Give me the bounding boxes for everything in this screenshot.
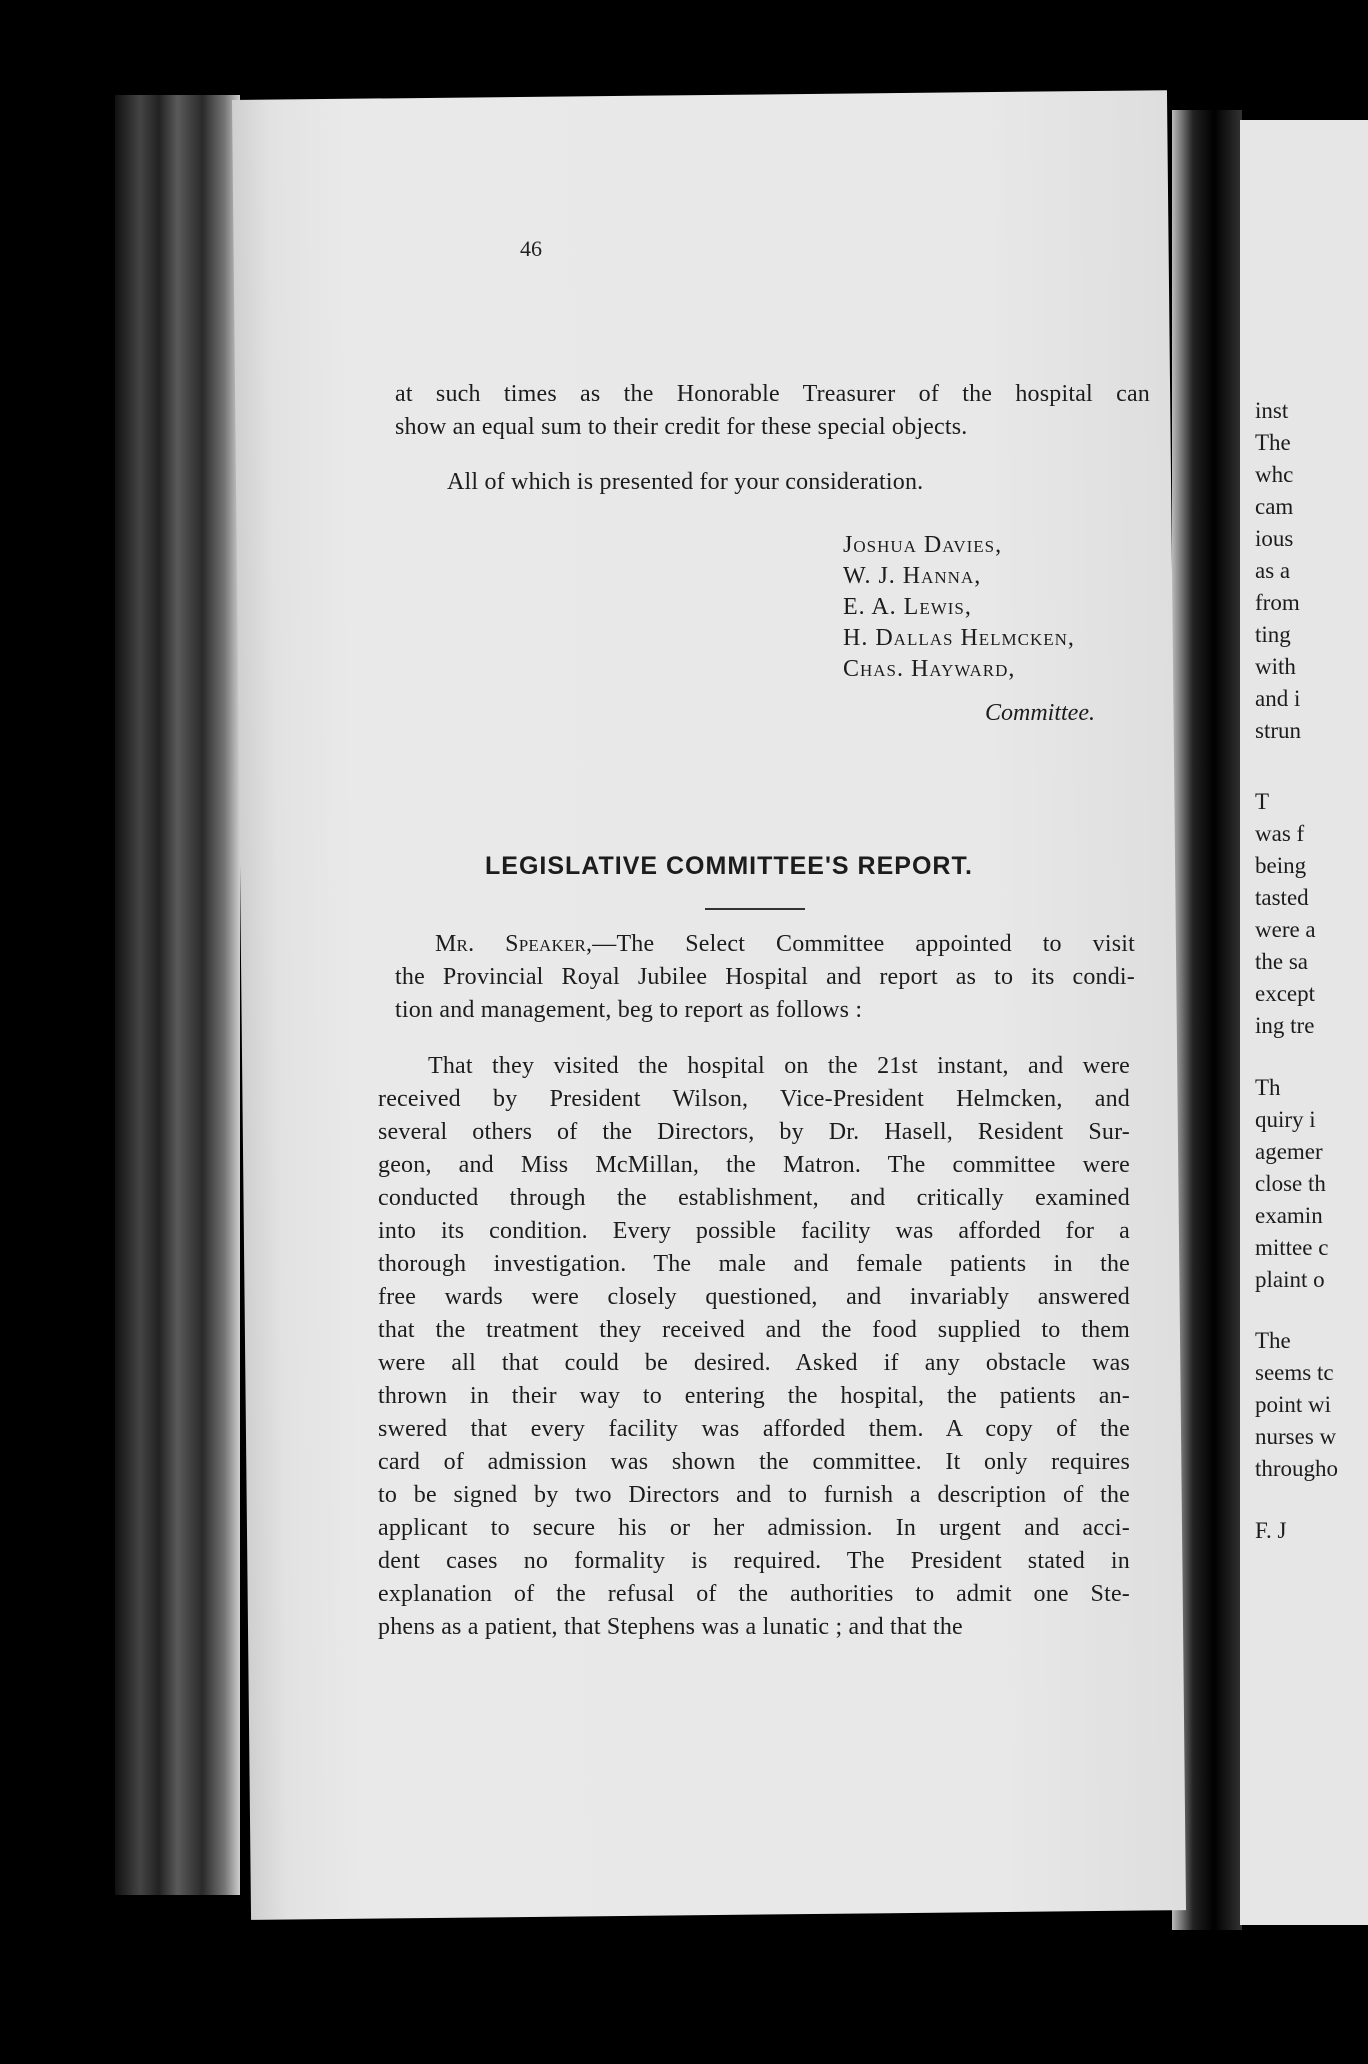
right-page-fragment: strun	[1255, 718, 1301, 743]
right-page-fragment: examin	[1255, 1203, 1323, 1228]
committee-label: Committee.	[985, 700, 1095, 726]
body-line: thrown in their way to entering the hospital, the patients an-	[378, 1383, 1130, 1409]
body-line: conducted through the establishment, and critically examined	[378, 1185, 1130, 1211]
right-page-fragment: whc	[1255, 462, 1294, 487]
right-page-fragment: agemer	[1255, 1139, 1323, 1164]
body-line: geon, and Miss McMillan, the Matron. The committee were	[378, 1152, 1130, 1178]
right-page-fragment: seems tc	[1255, 1360, 1334, 1385]
body-line: swered that every facility was afforded them. A copy of the	[378, 1416, 1130, 1442]
body-line: into its condition. Every possible facility was afforded for a	[378, 1218, 1130, 1244]
body-line: That they visited the hospital on the 21st instant, and were	[428, 1053, 1130, 1079]
body-line: that the treatment they received and the food supplied to them	[378, 1317, 1130, 1343]
right-page-fragment: The	[1255, 430, 1291, 455]
right-page-fragment: ing tre	[1255, 1013, 1315, 1038]
body-line: were all that could be desired. Asked if any obstacle was	[378, 1350, 1130, 1376]
body-line: explanation of the refusal of the authorities to admit one Ste-	[378, 1581, 1130, 1607]
body-line: dent cases no formality is required. The President stated in	[378, 1548, 1130, 1574]
signature-name: Joshua Davies,	[843, 532, 1003, 558]
right-page-fragment: tasted	[1255, 885, 1309, 910]
body-line: phens as a patient, that Stephens was a lunatic ; and that the	[378, 1614, 963, 1640]
speaker-salutation: Mr. Speaker,	[435, 931, 593, 957]
right-page-text-2	[1255, 786, 1368, 1042]
right-page-fragment: the sa	[1255, 949, 1309, 974]
body-paragraph	[378, 1050, 1130, 1644]
right-page-text-3	[1255, 1072, 1368, 1296]
body-line: applicant to secure his or her admission. In urgent and acci-	[378, 1515, 1130, 1541]
right-page-fragment: plaint o	[1255, 1267, 1325, 1292]
body-line: to be signed by two Directors and to furnish a description of the	[378, 1482, 1130, 1508]
intro-line: at such times as the Honorable Treasurer of the hospital can	[395, 381, 1150, 407]
right-page-fragment: as a	[1255, 558, 1291, 583]
speaker-line-text: —The Select Committee appointed to visit	[592, 931, 1135, 957]
speaker-line	[395, 928, 1135, 961]
signature-name: E. A. Lewis,	[843, 594, 972, 620]
right-page-fragment: cam	[1255, 494, 1294, 519]
right-page-fragment: from	[1255, 590, 1300, 615]
right-page-text-1	[1255, 395, 1368, 747]
speaker-line: tion and management, beg to report as follows :	[395, 997, 863, 1023]
signature-name: H. Dallas Helmcken,	[843, 625, 1075, 651]
speaker-paragraph	[395, 928, 1135, 1027]
right-page-fragment: mittee c	[1255, 1235, 1329, 1260]
right-page-fragment: ious	[1255, 526, 1294, 551]
intro-paragraph	[395, 378, 1150, 444]
right-page-fragment: and i	[1255, 686, 1301, 711]
right-page-fragment: were a	[1255, 917, 1316, 942]
speaker-line: the Provincial Royal Jubilee Hospital and report as to its condi-	[395, 964, 1135, 990]
body-line: card of admission was shown the committee. It only requires	[378, 1449, 1130, 1475]
right-page-fragment: except	[1255, 981, 1316, 1006]
page-number: 46	[520, 236, 542, 261]
right-page-fragment: nurses w	[1255, 1424, 1337, 1449]
intro-line: show an equal sum to their credit for these special objects.	[395, 414, 968, 440]
right-page-fragment: close th	[1255, 1171, 1326, 1196]
body-line: received by President Wilson, Vice-President Helmcken, and	[378, 1086, 1130, 1112]
right-page-fragment: quiry i	[1255, 1107, 1316, 1132]
body-line: thorough investigation. The male and female patients in the	[378, 1251, 1130, 1277]
right-page-text-5	[1255, 1515, 1368, 1547]
signature-name: Chas. Hayward,	[843, 656, 1016, 682]
right-page-fragment: was f	[1255, 821, 1305, 846]
right-page-fragment: ting	[1255, 622, 1291, 647]
right-page-fragment: The	[1255, 1328, 1291, 1353]
body-line: free wards were closely questioned, and invariably answered	[378, 1284, 1130, 1310]
right-page-fragment: point wi	[1255, 1392, 1332, 1417]
right-page-fragment: T	[1255, 789, 1270, 814]
consideration-text: All of which is presented for your consideration.	[447, 469, 924, 495]
right-page-fragment: with	[1255, 654, 1296, 679]
signature-name: W. J. Hanna,	[843, 563, 982, 589]
right-page-fragment: througho	[1255, 1456, 1339, 1481]
right-page-text-4	[1255, 1325, 1368, 1485]
signature-block	[843, 530, 1143, 685]
right-page-fragment: F. J	[1255, 1518, 1287, 1543]
body-line: several others of the Directors, by Dr. Hasell, Resident Sur-	[378, 1119, 1130, 1145]
right-page-fragment: Th	[1255, 1075, 1281, 1100]
book-spine-edge	[115, 95, 240, 1895]
right-page-fragment: inst	[1255, 398, 1289, 423]
heading-rule	[705, 908, 805, 910]
right-page-fragment: being	[1255, 853, 1307, 878]
section-heading: LEGISLATIVE COMMITTEE'S REPORT.	[485, 852, 973, 880]
consideration-line	[447, 466, 1147, 499]
